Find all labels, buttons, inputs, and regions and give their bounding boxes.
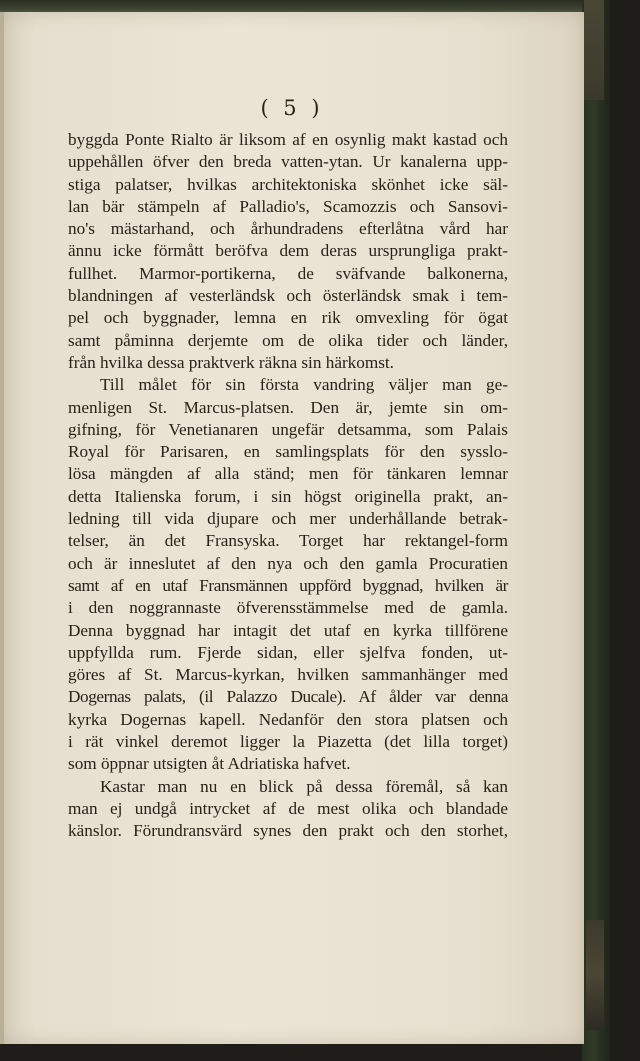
text-line: göres af St. Marcus-kyrkan, hvilken sammanhänger med [68, 665, 508, 685]
text-line: uppfyllda rum. Fjerde sidan, eller sjelfva fonden, ut- [68, 642, 508, 662]
text-line: lösa mängden af alla ständ; men för tänkaren lemnar [68, 464, 508, 484]
book-cover-lower-wear [586, 920, 604, 1030]
text-line: gifning, för Venetianaren ungefär detsamma, som Palais [68, 419, 508, 439]
text-line: och är inneslutet af den nya och den gamla Procuratien [68, 553, 508, 573]
text-line: ännu icke förmått beröfva dem deras ursprungliga prakt- [68, 241, 508, 261]
text-line: samt påminna derjemte om de olika tider och länder, [68, 330, 508, 350]
text-line: känslor. Förundransvärd synes den prakt och den storhet, [68, 821, 508, 841]
text-line: ledning till vida djupare och mer underhållande betrak- [68, 509, 508, 529]
text-line: Royal för Parisaren, en samlingsplats för den sysslo- [68, 442, 508, 462]
text-line: Dogernas palats, (il Palazzo Ducale). Af ålder var denna [68, 687, 508, 707]
book-cover-corner-wear [584, 0, 604, 100]
text-line: byggda Ponte Rialto är liksom af en osynlig makt kastad och [68, 130, 508, 149]
text-line: menligen St. Marcus-platsen. Den är, jemte sin om- [68, 397, 508, 417]
text-line: detta Italienska forum, i sin högst originella prakt, an- [68, 486, 508, 506]
page-number: ( 5 ) [260, 96, 324, 120]
text-line: i rät vinkel deremot ligger la Piazetta (det lilla torget) [68, 732, 508, 752]
text-line: man ej undgå intrycket af de mest olika och blandade [68, 798, 508, 818]
text-line: Kastar man nu en blick på dessa föremål, så kan [100, 776, 508, 796]
text-line: telser, än det Fransyska. Torget har rektangel-form [68, 531, 508, 551]
text-line: Denna byggnad har intagit det utaf en kyrka tillförene [68, 620, 508, 640]
text-line: kyrka Dogernas kapell. Nedanför den stora platsen och [68, 709, 508, 729]
text-line: fullhet. Marmor-portikerna, de sväfvande balkonerna, [68, 263, 508, 283]
text-line: lan bär stämpeln af Palladio's, Scamozzis och Sansovi- [68, 196, 508, 216]
text-line: no's mästarhand, och århundradens efterlåtna vård har [68, 219, 508, 239]
text-line: stiga palatser, hvilkas architektoniska skönhet icke säl- [68, 174, 508, 194]
text-line: som öppnar utsigten åt Adriatiska hafvet. [68, 754, 351, 774]
book-cover-right-edge [582, 0, 610, 1061]
text-line: från hvilka dessa praktverk räkna sin härkomst. [68, 352, 394, 372]
book-page [0, 12, 584, 1044]
text-line: i den noggrannaste öfverensstämmelse med de gamla. [68, 598, 508, 618]
text-line: blandningen af vesterländsk och österländsk smak i tem- [68, 286, 508, 306]
text-line: uppehållen öfver den breda vatten-ytan. Ur kanalerna upp- [68, 152, 508, 172]
page-gutter-edge [0, 12, 4, 1044]
text-line: Till målet för sin första vandring väljer man ge- [100, 375, 508, 395]
text-line: pel och byggnader, lemna en rik omvexling för ögat [68, 308, 508, 328]
text-line: samt af en utaf Fransmännen uppförd byggnad, hvilken är [68, 575, 508, 595]
body-text [68, 129, 508, 843]
